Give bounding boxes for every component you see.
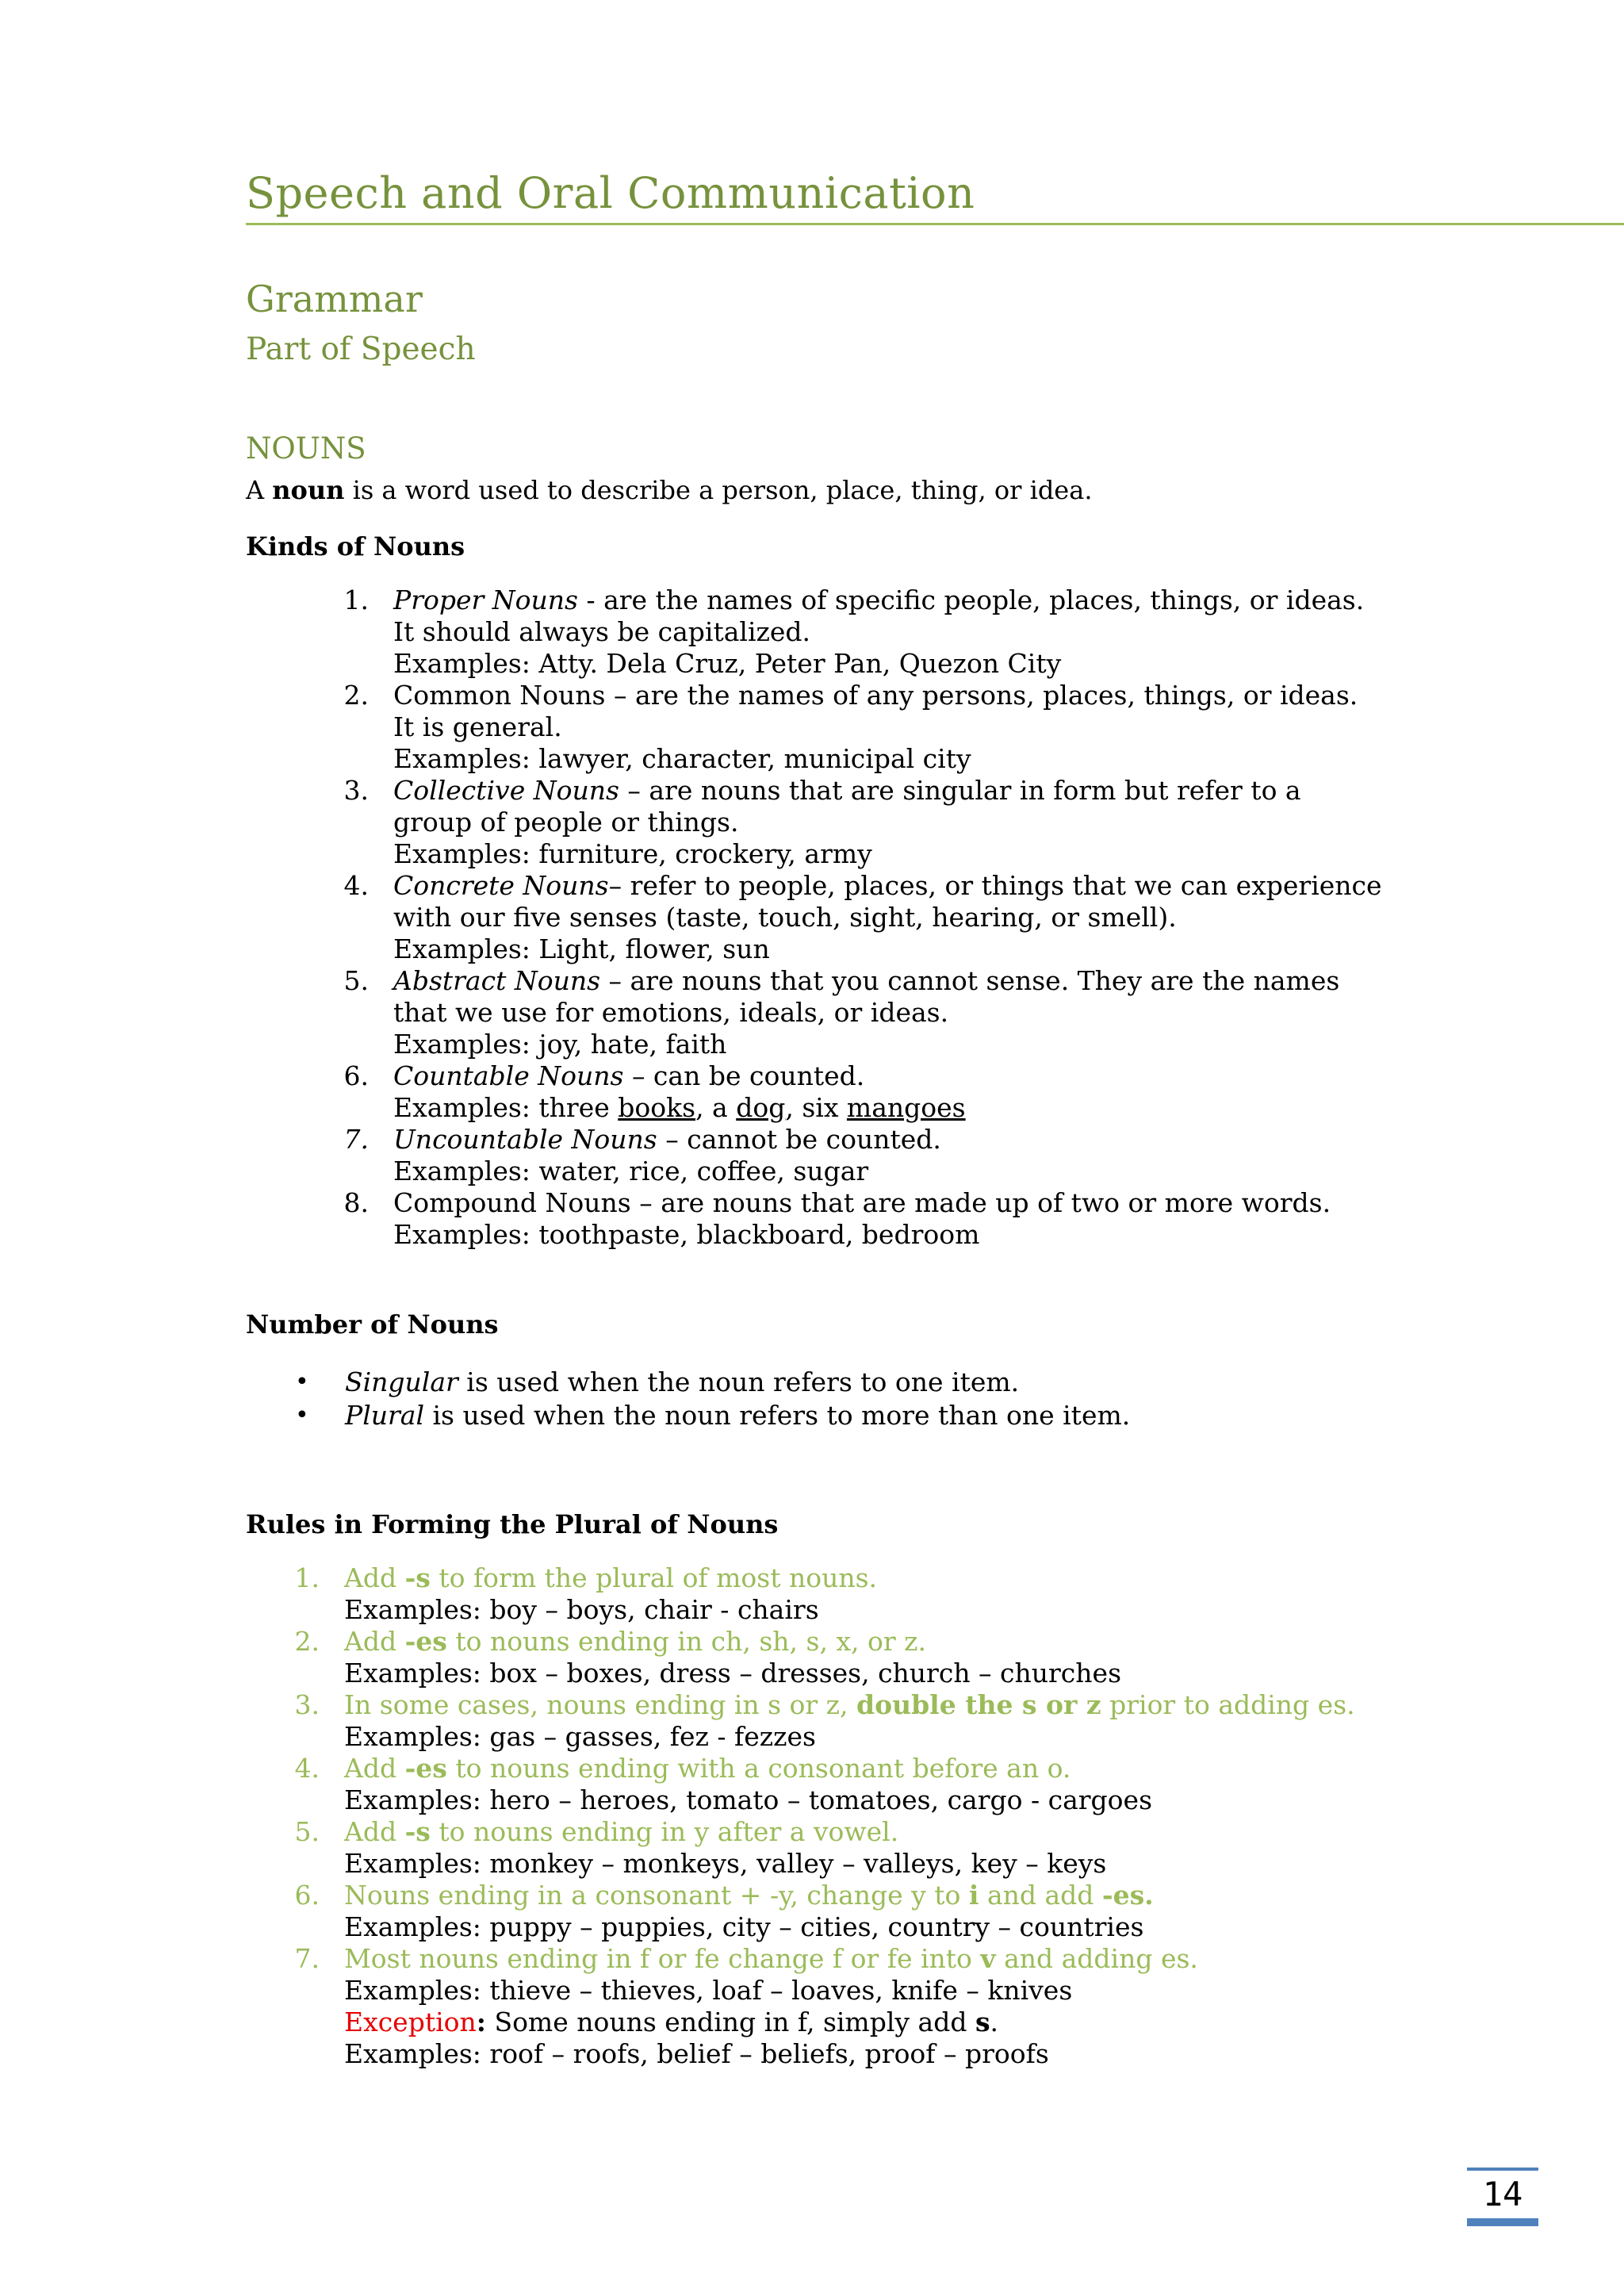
page-title: Speech and Oral Communication (246, 168, 975, 218)
exception-end: . (990, 2007, 999, 2037)
list-number: 6. (294, 1880, 320, 1911)
exception-colon: : (476, 2007, 486, 2037)
list-item-examples: Examples: Light, flower, sun (393, 933, 770, 964)
kind-desc: – can be counted. (623, 1060, 865, 1091)
rule-part: to nouns ending with a consonant before an o. (446, 1753, 1071, 1784)
list-number: 6. (343, 1060, 369, 1091)
rule-part: Add (344, 1626, 405, 1657)
page-number: 14 (1482, 2175, 1523, 2214)
kind-desc: – are nouns that are singular in form but refer to a (619, 775, 1301, 806)
rule-examples: Examples: gas – gasses, fez - fezzes (344, 1721, 816, 1752)
rule-part: Nouns ending in a consonant + -y, change y to (344, 1880, 969, 1911)
bullet-icon: • (295, 1401, 309, 1429)
term: Singular (345, 1366, 458, 1397)
rule-bold: v (980, 1943, 996, 1974)
rule-part: Add (344, 1753, 405, 1784)
exception-label: Exception (344, 2007, 477, 2037)
rule-bold: -s (404, 1816, 431, 1847)
examples-text: , six (785, 1092, 847, 1123)
list-item (393, 680, 1358, 711)
list-number: 1. (294, 1562, 320, 1593)
rule-part: to nouns ending in y after a vowel. (430, 1816, 899, 1847)
rule-text (344, 1816, 898, 1848)
list-item (393, 1187, 1331, 1219)
term: Plural (345, 1400, 425, 1431)
rule-examples: Examples: monkey – monkeys, valley – valleys, key – keys (344, 1848, 1107, 1879)
rule-part: Most nouns ending in f or fe change f or fe into (344, 1943, 981, 1974)
title-underline (246, 223, 1624, 225)
list-item-line: It is general. (393, 711, 562, 742)
list-item (393, 1060, 864, 1092)
exception-text: Some nouns ending in f, simply add (485, 2007, 975, 2037)
rule-bold: -es (404, 1753, 447, 1784)
list-item-examples: Examples: joy, hate, faith (393, 1029, 727, 1060)
kind-name: Concrete Nouns (393, 870, 609, 901)
definition-bold: noun (272, 475, 345, 505)
heading-nouns: NOUNS (246, 431, 366, 466)
kind-name: Countable Nouns (393, 1060, 624, 1091)
rule-part: to nouns ending in ch, sh, s, x, or z. (446, 1626, 927, 1657)
list-item-examples: Examples: Atty. Dela Cruz, Peter Pan, Quezon City (393, 648, 1062, 679)
list-number: 8. (343, 1187, 369, 1218)
list-item-examples: Examples: furniture, crockery, army (393, 838, 872, 869)
list-item-line: with our five senses (taste, touch, sight, hearing, or smell). (393, 902, 1177, 933)
definition-pre: A (246, 475, 273, 505)
list-number: 3. (343, 775, 369, 806)
underlined-word: books (618, 1092, 696, 1123)
list-number: 4. (343, 870, 369, 901)
kind-desc: – are nouns that are made up of two or more words. (630, 1187, 1331, 1218)
rule-part: and add (979, 1880, 1102, 1911)
list-item (345, 1366, 1019, 1398)
kind-name: Compound Nouns (393, 1187, 631, 1218)
list-number: 7. (294, 1943, 320, 1974)
rule-part: prior to adding es. (1101, 1689, 1355, 1720)
rule-text (344, 1626, 926, 1658)
rule-text (344, 1753, 1071, 1784)
list-number: 2. (343, 680, 369, 711)
number-heading: Number of Nouns (246, 1309, 499, 1340)
list-item (393, 585, 1364, 616)
kind-name: Collective Nouns (393, 775, 619, 806)
rule-bold: double the s or z (856, 1689, 1101, 1720)
list-item-examples (393, 1092, 966, 1124)
kind-name: Uncountable Nouns (393, 1124, 657, 1155)
rules-heading: Rules in Forming the Plural of Nouns (246, 1509, 779, 1539)
kind-desc: – are nouns that you cannot sense. They are the names (600, 965, 1340, 996)
rule-part: to form the plural of most nouns. (430, 1562, 878, 1593)
kind-desc: – cannot be counted. (657, 1124, 941, 1155)
kind-desc: – refer to people, places, or things that we can experience (608, 870, 1382, 901)
list-number: 5. (294, 1816, 320, 1847)
rule-part: and adding es. (995, 1943, 1198, 1974)
exception-bold: s (975, 2007, 990, 2037)
exception-line (344, 2007, 998, 2038)
rule-bold: -s (404, 1562, 431, 1593)
rule-text (344, 1943, 1198, 1975)
term-desc: is used when the noun refers to one item. (458, 1366, 1020, 1397)
examples-text: Examples: three (393, 1092, 619, 1123)
rule-examples: Examples: thieve – thieves, loaf – loaves, knife – knives (344, 1975, 1073, 2006)
rule-examples: Examples: box – boxes, dress – dresses, church – churches (344, 1658, 1122, 1688)
kind-desc: – are the names of any persons, places, things, or ideas. (605, 680, 1358, 711)
noun-definition (246, 474, 1092, 506)
page-number-bottom-bar (1467, 2218, 1538, 2226)
definition-post: is a word used to describe a person, place, thing, or idea. (344, 475, 1093, 505)
kinds-heading: Kinds of Nouns (246, 531, 465, 562)
list-item-line: It should always be capitalized. (393, 616, 811, 647)
list-item (393, 1124, 941, 1156)
rule-bold: -es (404, 1626, 447, 1657)
list-number: 2. (294, 1626, 320, 1657)
bullet-icon: • (295, 1368, 309, 1396)
list-number: 7. (343, 1124, 369, 1155)
rule-text (344, 1880, 1154, 1911)
list-item-line: group of people or things. (393, 807, 739, 838)
list-number: 5. (343, 965, 369, 996)
underlined-word: dog (736, 1092, 786, 1123)
rule-bold: i (968, 1880, 979, 1911)
list-number: 4. (294, 1753, 320, 1784)
rule-part: Add (344, 1562, 405, 1593)
rule-examples: Examples: boy – boys, chair - chairs (344, 1594, 819, 1625)
list-number: 3. (294, 1689, 320, 1720)
underlined-word: mangoes (846, 1092, 966, 1123)
kind-name: Proper Nouns (393, 585, 578, 615)
list-item-examples: Examples: lawyer, character, municipal city (393, 743, 971, 774)
list-item (393, 965, 1339, 997)
rule-part: Add (344, 1816, 405, 1847)
kind-name: Common Nouns (393, 680, 606, 711)
kind-name: Abstract Nouns (393, 965, 601, 996)
list-item-examples: Examples: toothpaste, blackboard, bedroom (393, 1219, 980, 1250)
kind-desc: - are the names of specific people, places, things, or ideas. (577, 585, 1365, 615)
term-desc: is used when the noun refers to more than one item. (424, 1400, 1131, 1431)
subheading-part-of-speech: Part of Speech (246, 332, 476, 367)
list-item (345, 1400, 1130, 1432)
rule-examples: Examples: hero – heroes, tomato – tomatoes, cargo - cargoes (344, 1784, 1153, 1815)
page-number-box (1467, 2168, 1538, 2226)
rule-text (344, 1689, 1355, 1721)
rule-examples: Examples: puppy – puppies, city – cities, country – countries (344, 1911, 1144, 1942)
rule-bold: -es. (1101, 1880, 1154, 1911)
rule-text (344, 1562, 877, 1594)
list-number: 1. (343, 585, 369, 615)
list-item-examples: Examples: water, rice, coffee, sugar (393, 1156, 869, 1186)
section-heading-grammar: Grammar (246, 278, 423, 320)
list-item-line: that we use for emotions, ideals, or ideas. (393, 997, 949, 1028)
rule-part: In some cases, nouns ending in s or z, (344, 1689, 857, 1720)
examples-text: , a (695, 1092, 737, 1123)
list-item (393, 775, 1301, 807)
list-item (393, 870, 1382, 902)
rule-examples: Examples: roof – roofs, belief – beliefs, proof – proofs (344, 2038, 1049, 2069)
